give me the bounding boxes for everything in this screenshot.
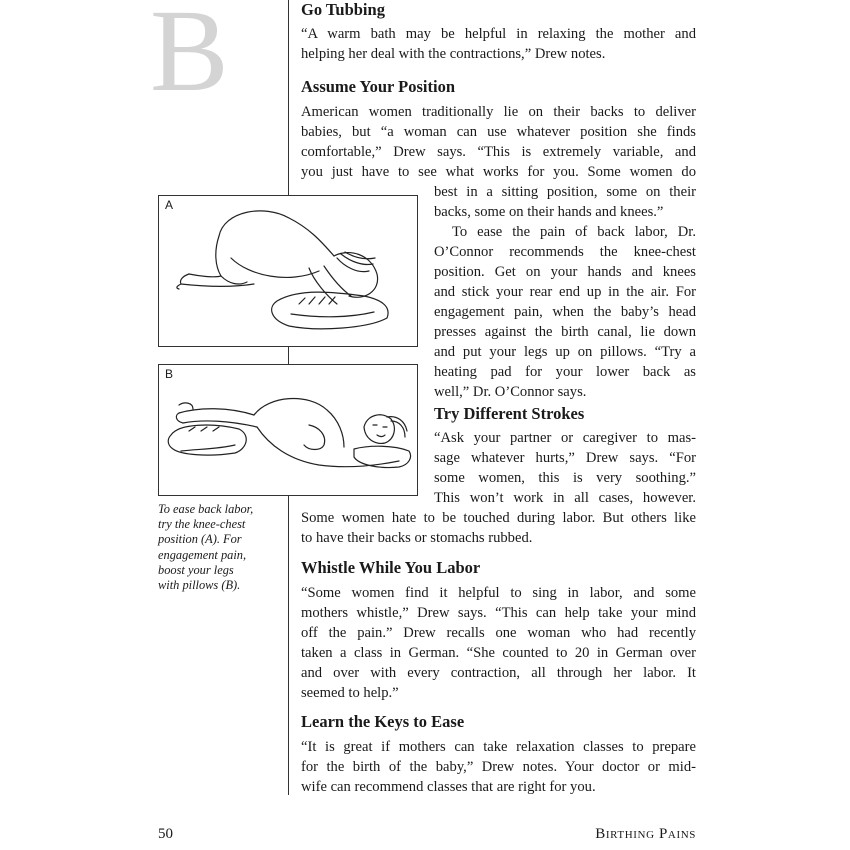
- text-line: and put your legs up on pillows. “Try a: [434, 344, 696, 360]
- text-line: for the birth of the baby,” Drew notes. Your doctor or mid-: [301, 759, 696, 775]
- figure-a-knee-chest: [158, 195, 418, 347]
- caption-line: try the knee-chest: [158, 517, 246, 532]
- text-line: This won’t work in all cases, however.: [434, 490, 696, 506]
- legs-up-illustration: [159, 365, 417, 495]
- heading-assume-your-position: Assume Your Position: [301, 77, 456, 96]
- caption-line: position (A). For: [158, 532, 242, 547]
- heading-go-tubbing: Go Tubbing: [301, 0, 385, 19]
- text-line: To ease the pain of back labor, Dr.: [452, 224, 696, 240]
- section-letter: B: [150, 0, 229, 116]
- text-line: “It is great if mothers can take relaxation classes to prepare: [301, 739, 696, 755]
- text-line: engagement pain, when the baby’s head: [434, 304, 696, 320]
- text-line: backs, some on their hands and knees.”: [434, 204, 664, 220]
- caption-line: To ease back labor,: [158, 502, 254, 516]
- heading-try-different-strokes: Try Different Strokes: [434, 404, 585, 423]
- running-title: Birthing Pains: [595, 826, 696, 842]
- text-line: seemed to help.”: [301, 685, 399, 701]
- text-line: babies, but “a woman can use whatever position she finds: [301, 124, 696, 140]
- text-line: best in a sitting position, some on their: [434, 184, 696, 200]
- column-rule-top: [288, 0, 289, 195]
- text-line: helping her deal with the contractions,” Drew notes.: [301, 46, 606, 62]
- text-line: well,” Dr. O’Connor says.: [434, 384, 587, 400]
- heading-learn-the-keys-to-ease: Learn the Keys to Ease: [301, 712, 465, 731]
- text-line: American women traditionally lie on their backs to deliver: [301, 104, 696, 120]
- text-line: some women, this is very soothing.”: [434, 470, 696, 486]
- text-line: “Some women find it helpful to sing in labor, and some: [301, 585, 696, 601]
- heading-whistle-while-you-labor: Whistle While You Labor: [301, 558, 481, 577]
- figure-caption: [158, 502, 273, 593]
- text-line: off the pain.” Drew recalls one woman who had recently: [301, 625, 696, 641]
- page-number: 50: [158, 826, 173, 842]
- text-line: presses against the birth canal, lie down: [434, 324, 696, 340]
- knee-chest-illustration: [159, 196, 417, 346]
- text-line: heating pad for your lower back as: [434, 364, 696, 380]
- text-line: O’Connor recommends the knee-chest: [434, 244, 696, 260]
- text-line: and stick your rear end up in the air. For: [434, 284, 696, 300]
- text-line: position. Get on your hands and knees: [434, 264, 696, 280]
- text-line: taken a class in German. “She counted to 20 in German over: [301, 645, 696, 661]
- figure-a-label: A: [165, 198, 174, 212]
- column-rule-bottom: [288, 495, 289, 795]
- text-line: and over with every contraction, all through her labor. It: [301, 665, 696, 681]
- text-line: mothers whistle,” Drew says. “This can help take your mind: [301, 605, 696, 621]
- caption-line: engagement pain,: [158, 547, 247, 562]
- caption-line: with pillows (B).: [158, 578, 241, 593]
- caption-line: boost your legs: [158, 562, 234, 577]
- text-line: you just have to see what works for you. Some women do: [301, 164, 696, 180]
- figure-b-label: B: [165, 367, 174, 381]
- text-line: Some women hate to be touched during labor. But others like: [301, 510, 696, 526]
- text-line: comfortable,” Drew says. “This is extremely variable, and: [301, 144, 696, 160]
- text-line: “A warm bath may be helpful in relaxing the mother and: [301, 26, 696, 42]
- text-line: “Ask your partner or caregiver to mas-: [434, 430, 696, 446]
- column-rule-middle: [288, 347, 289, 364]
- figure-b-legs-on-pillows: [158, 364, 418, 496]
- text-line: to have their backs or stomachs rubbed.: [301, 530, 533, 546]
- text-line: sage whatever hurts,” Drew says. “For: [434, 450, 696, 466]
- text-line: wife can recommend classes that are right for you.: [301, 779, 596, 795]
